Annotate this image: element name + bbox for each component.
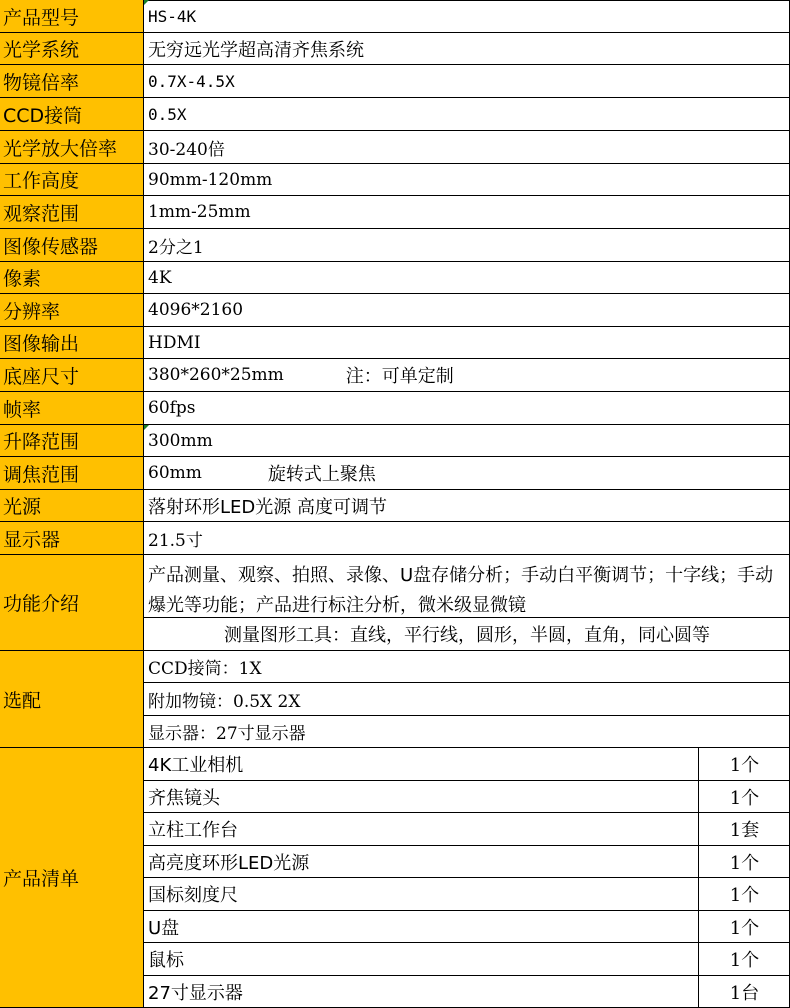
spec-label: 底座尺寸 <box>0 359 144 392</box>
spec-label: 图像输出 <box>0 327 144 359</box>
spec-value: 30-240倍 <box>144 131 790 164</box>
spec-row-sensor <box>0 229 790 262</box>
spec-row-objective <box>0 65 790 98</box>
packing-row <box>0 911 790 943</box>
packing-item-qty: 1个 <box>698 748 790 781</box>
packing-row <box>0 748 790 781</box>
spec-value: 0.5X <box>144 98 790 131</box>
spec-row-base <box>0 359 790 392</box>
options-section <box>0 651 790 748</box>
packing-label: 产品清单 <box>0 748 144 1008</box>
spec-value: 1mm-25mm <box>144 196 790 229</box>
spec-value: 21.5寸 <box>144 522 790 555</box>
spec-label: 物镜倍率 <box>0 65 144 98</box>
options-label: 选配 <box>0 651 144 748</box>
packing-item-name: 27寸显示器 <box>144 976 698 1008</box>
packing-row <box>0 943 790 976</box>
spec-row-lift <box>0 425 790 457</box>
spec-label: 升降范围 <box>0 425 144 457</box>
function-label: 功能介绍 <box>0 555 144 651</box>
spec-row-model <box>0 0 790 33</box>
spec-row-pixels <box>0 262 790 294</box>
spec-note: 注：可单定制 <box>345 366 454 387</box>
spec-value <box>144 457 790 490</box>
cell-comment-marker <box>144 0 149 5</box>
packing-item-name: 鼠标 <box>144 943 698 976</box>
spec-label: 帧率 <box>0 392 144 425</box>
spec-label: 像素 <box>0 262 144 294</box>
packing-item-name: 齐焦镜头 <box>144 781 698 813</box>
option-item: 附加物镜：0.5X 2X <box>144 683 790 716</box>
option-item: CCD接筒：1X <box>144 651 790 683</box>
packing-item-qty: 1台 <box>698 976 790 1008</box>
spec-value: 4K <box>144 262 790 294</box>
spec-value: 300mm <box>144 425 790 457</box>
packing-row <box>0 813 790 846</box>
packing-row <box>0 976 790 1008</box>
packing-item-name: 4K工业相机 <box>144 748 698 781</box>
spec-value: 0.7X-4.5X <box>144 65 790 98</box>
spec-row-focus <box>0 457 790 490</box>
spec-label: CCD接筒 <box>0 98 144 131</box>
spec-row-working-height <box>0 164 790 196</box>
spec-label: 显示器 <box>0 522 144 555</box>
spec-row-optics <box>0 33 790 65</box>
spec-value: 无穷远光学超高清齐焦系统 <box>144 33 790 65</box>
spec-row-output <box>0 327 790 359</box>
packing-item-name: 高亮度环形LED光源 <box>144 846 698 878</box>
spec-label: 光源 <box>0 490 144 522</box>
packing-row <box>0 846 790 878</box>
spec-label: 图像传感器 <box>0 229 144 262</box>
packing-item-qty: 1个 <box>698 911 790 943</box>
cell-comment-marker <box>144 425 149 430</box>
packing-row <box>0 878 790 911</box>
spec-note: 旋转式上聚焦 <box>267 464 376 485</box>
spec-value: 90mm-120mm <box>144 164 790 196</box>
spec-row-ccd <box>0 98 790 131</box>
packing-item-qty: 1个 <box>698 943 790 976</box>
spec-value-main: 60mm <box>148 463 202 483</box>
packing-item-qty: 1套 <box>698 813 790 846</box>
spec-value: 2分之1 <box>144 229 790 262</box>
option-item: 显示器：27寸显示器 <box>144 716 790 748</box>
spec-value-main: 380*260*25mm <box>148 365 284 385</box>
spec-row-light <box>0 490 790 522</box>
spec-value: 落射环形LED光源 高度可调节 <box>144 490 790 522</box>
function-section <box>0 555 790 651</box>
packing-section <box>0 748 790 1008</box>
packing-item-qty: 1个 <box>698 846 790 878</box>
spec-label: 产品型号 <box>0 0 144 33</box>
packing-item-name: U盘 <box>144 911 698 943</box>
function-tools: 测量图形工具：直线，平行线，圆形，半圆，直角，同心圆等 <box>144 618 790 651</box>
packing-item-name: 立柱工作台 <box>144 813 698 846</box>
spec-value <box>144 359 790 392</box>
spec-value: 60fps <box>144 392 790 425</box>
spec-label: 分辨率 <box>0 294 144 327</box>
spec-row-display <box>0 522 790 555</box>
packing-item-qty: 1个 <box>698 878 790 911</box>
spec-label: 光学放大倍率 <box>0 131 144 164</box>
spec-row-resolution <box>0 294 790 327</box>
spec-value: HS-4K <box>144 0 790 33</box>
function-description: 产品测量、观察、拍照、录像、U盘存储分析；手动白平衡调节；十字线；手动爆光等功能；产品进行标注分析，微米级显微镜 <box>144 555 790 618</box>
spec-row-field <box>0 196 790 229</box>
spec-value: 4096*2160 <box>144 294 790 327</box>
spec-value: HDMI <box>144 327 790 359</box>
spec-label: 调焦范围 <box>0 457 144 490</box>
packing-item-qty: 1个 <box>698 781 790 813</box>
spec-label: 观察范围 <box>0 196 144 229</box>
packing-item-name: 国标刻度尺 <box>144 878 698 911</box>
spec-row-framerate <box>0 392 790 425</box>
spec-label: 光学系统 <box>0 33 144 65</box>
spec-label: 工作高度 <box>0 164 144 196</box>
spec-row-magnification <box>0 131 790 164</box>
packing-row <box>0 781 790 813</box>
